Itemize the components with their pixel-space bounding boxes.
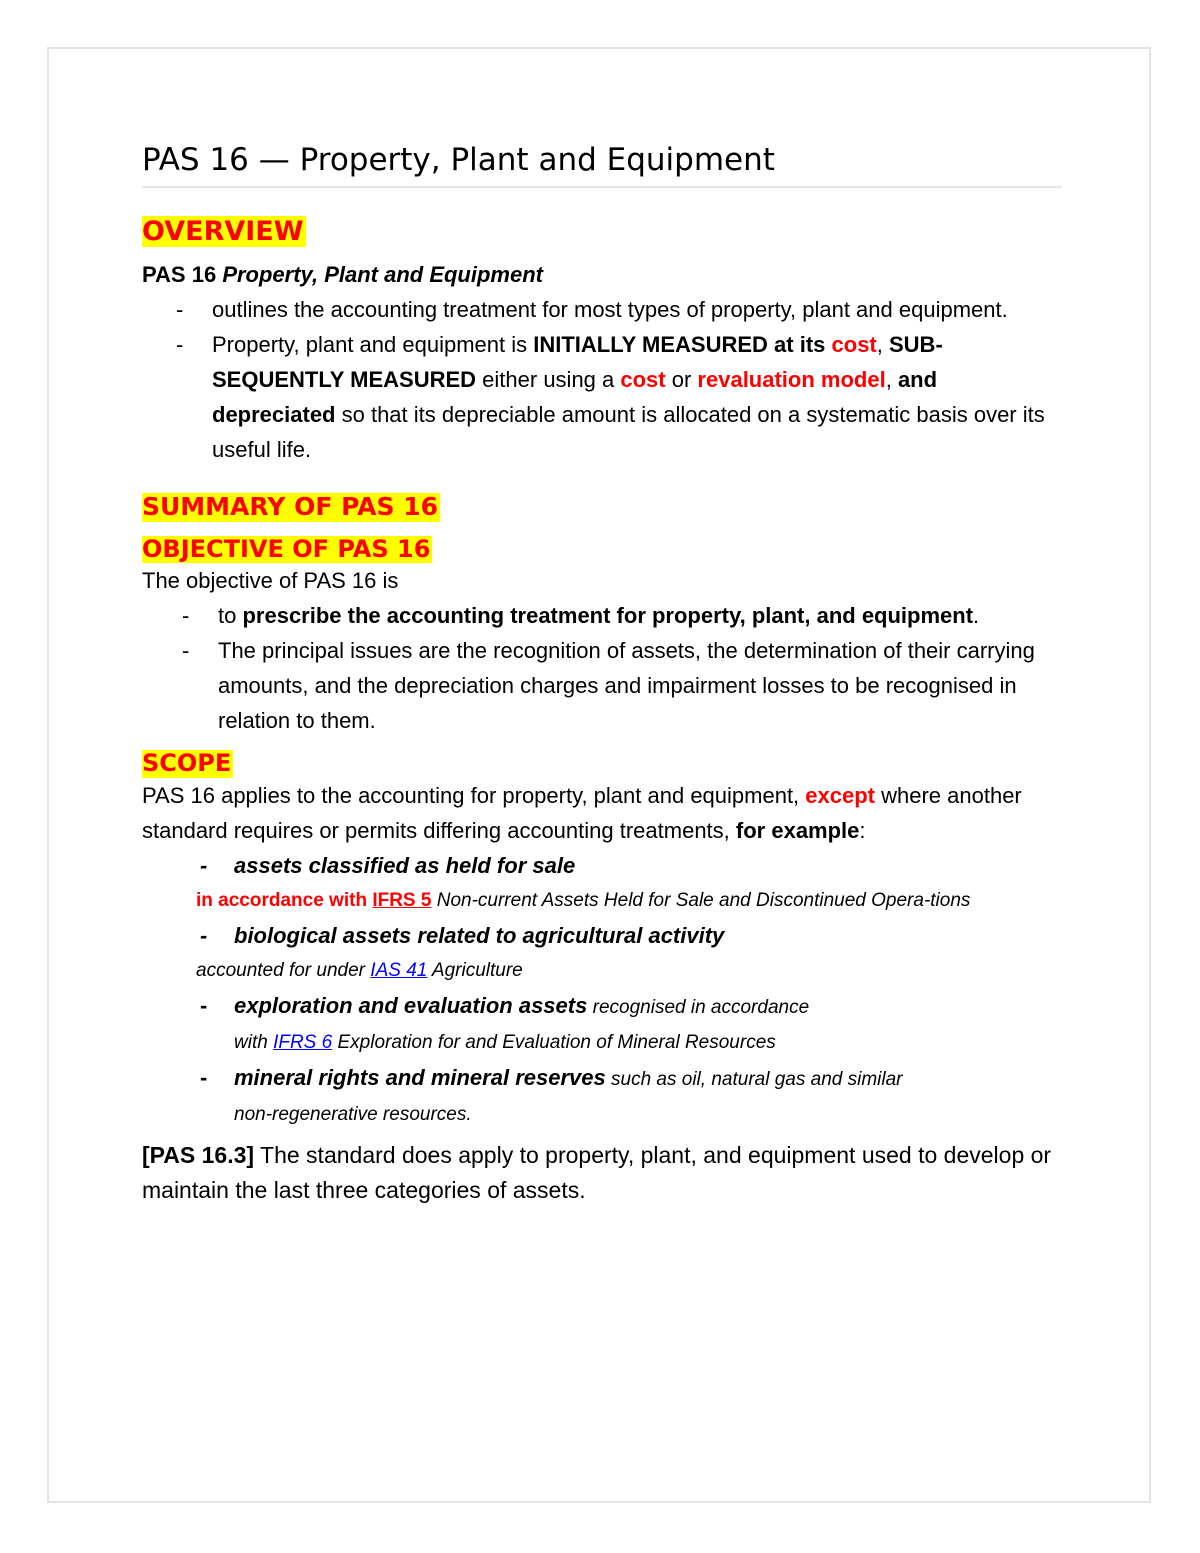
list-item bbox=[142, 292, 1062, 327]
text-span: accounted for under bbox=[196, 959, 371, 981]
scope-item-label: exploration and evaluation assets bbox=[234, 992, 588, 1018]
emphasis-except: except bbox=[805, 782, 875, 808]
standard-name: Property, Plant and Equipment bbox=[222, 262, 543, 288]
bold-span: and depreciated bbox=[212, 367, 938, 428]
scope-item-detail: non-regenerative resources. bbox=[234, 1103, 472, 1125]
standard-ref: PAS 16 bbox=[142, 262, 217, 288]
text-span: . bbox=[973, 603, 980, 629]
text-span: Exploration for and Evaluation of Mineral Resources bbox=[332, 1031, 776, 1053]
dash-bullet: - bbox=[182, 638, 190, 664]
scope-item-detail bbox=[142, 953, 1062, 988]
dash-bullet: - bbox=[200, 992, 208, 1018]
text-span: : bbox=[859, 817, 866, 843]
text-span: Non-current Assets Held for Sale and Discontinued Opera-tions bbox=[431, 889, 971, 911]
page-title: PAS 16 — Property, Plant and Equipment bbox=[142, 138, 1062, 188]
document-content bbox=[142, 138, 1062, 1208]
list-item bbox=[142, 918, 1062, 953]
text-span: Agriculture bbox=[427, 959, 523, 981]
scope-paragraph bbox=[142, 778, 1062, 848]
overview-heading-row bbox=[142, 216, 1062, 247]
closing-paragraph bbox=[142, 1138, 1062, 1208]
objective-heading-row bbox=[142, 536, 1062, 564]
scope-item-label: mineral rights and mineral reserves bbox=[234, 1064, 606, 1090]
objective-list bbox=[142, 598, 1062, 738]
objective-intro: The objective of PAS 16 is bbox=[142, 568, 399, 594]
dash-bullet: - bbox=[182, 603, 190, 629]
list-item bbox=[142, 848, 1062, 883]
text-span: recognised in accordance bbox=[587, 996, 810, 1018]
text-span: so that its depreciable amount is allocated on a systematic basis over its useful life. bbox=[212, 402, 1045, 463]
scope-item-detail bbox=[142, 1025, 1062, 1060]
text-span: to bbox=[218, 603, 243, 629]
emphasis-revaluation-model: revaluation model bbox=[697, 367, 886, 393]
bold-span: prescribe the accounting treatment for property, plant, and equipment bbox=[242, 603, 974, 629]
overview-heading: OVERVIEW bbox=[142, 216, 304, 247]
text-span: The standard does apply to property, plant, and equipment used to develop or maintain the last three categories of assets. bbox=[142, 1141, 1052, 1203]
scope-heading: SCOPE bbox=[142, 749, 232, 778]
overview-bullet-1: outlines the accounting treatment for most types of property, plant and equipment. bbox=[212, 297, 1008, 323]
text-span: either using a bbox=[476, 367, 621, 393]
text-span: with bbox=[234, 1031, 274, 1053]
text-span: , bbox=[885, 367, 898, 393]
text-span: Property, plant and equipment is bbox=[212, 332, 534, 358]
dash-bullet: - bbox=[200, 852, 208, 878]
bold-span: for example bbox=[735, 817, 860, 843]
text-span: in accordance with bbox=[196, 889, 373, 911]
scope-item-label: assets classified as held for sale bbox=[234, 852, 576, 878]
scope-exclusions-list bbox=[142, 848, 1062, 1132]
emphasis-cost: cost bbox=[620, 367, 666, 393]
ifrs5-link[interactable]: IFRS 5 bbox=[372, 889, 432, 911]
paragraph-reference: [PAS 16.3] bbox=[142, 1141, 255, 1168]
summary-heading-row bbox=[142, 493, 1062, 522]
dash-bullet: - bbox=[176, 297, 184, 323]
objective-heading: OBJECTIVE OF PAS 16 bbox=[142, 534, 431, 563]
dash-bullet: - bbox=[200, 1064, 208, 1090]
list-item bbox=[142, 633, 1062, 738]
list-item bbox=[142, 1060, 1062, 1097]
text-span: where another standard requires or permits differing accounting treatments, bbox=[142, 782, 1022, 843]
dash-bullet: - bbox=[200, 922, 208, 948]
emphasis-cost: cost bbox=[831, 332, 877, 358]
summary-heading: SUMMARY OF PAS 16 bbox=[142, 492, 439, 522]
text-span: such as oil, natural gas and similar bbox=[605, 1068, 903, 1090]
scope-item-detail bbox=[142, 883, 1036, 918]
ifrs6-link[interactable]: IFRS 6 bbox=[273, 1031, 333, 1053]
list-item bbox=[142, 598, 1062, 633]
overview-standard-line bbox=[142, 257, 1062, 292]
objective-bullet-2: The principal issues are the recognition of assets, the determination of their carrying amounts, and the depreciation charges and impairment losses to be recognised in relation to them. bbox=[218, 638, 1035, 734]
text-span: PAS 16 applies to the accounting for property, plant and equipment, bbox=[142, 782, 806, 808]
overview-list bbox=[142, 292, 1062, 467]
ias41-link[interactable]: IAS 41 bbox=[370, 959, 428, 981]
list-item bbox=[142, 988, 1062, 1025]
bold-span: SUB-SEQUENTLY MEASURED bbox=[212, 332, 943, 393]
scope-heading-row bbox=[142, 750, 1062, 778]
list-item bbox=[142, 327, 1062, 467]
bold-span: INITIALLY MEASURED at its bbox=[533, 332, 832, 358]
text-span: or bbox=[665, 367, 698, 393]
text-span: , bbox=[876, 332, 889, 358]
scope-item-label: biological assets related to agricultural activity bbox=[234, 922, 725, 948]
dash-bullet: - bbox=[176, 332, 184, 358]
